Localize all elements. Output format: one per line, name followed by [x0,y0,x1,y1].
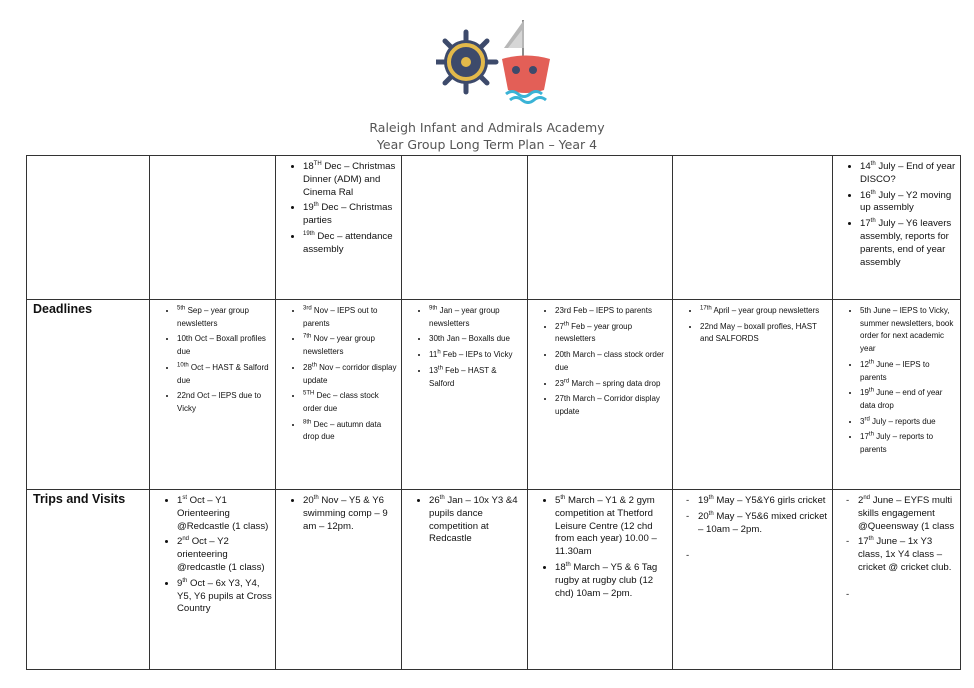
plan-cell [673,490,833,670]
event-item: • 22nd May – boxall profles, HAST and SALFORDS [700,321,829,346]
event-list [676,305,829,346]
event-item: • $^{8th}$ Dec – autumn data drop due [303,419,398,444]
event-item: • $^{19th}$ Dec – attendance assembly [303,231,398,257]
event-item: • 18th March – Y5 & 6 Tag rugby at rugby club (12 chd) 10am – 2pm. [555,562,669,600]
plan-cell [833,300,961,490]
event-item: • 5th June – IEPS to Vicky, summer newsletters, book order for next academic year [860,305,957,356]
plan-cell [276,490,402,670]
ship-wheel-icon [436,32,496,92]
event-list [836,161,957,269]
event-list [153,305,272,416]
school-name: Raleigh Infant and Admirals Academy [369,120,605,135]
event-item: - 2nd June – EYFS multi skills engagement @Queensway (1 class [848,495,957,533]
plan-cell [402,156,528,300]
table-row [27,490,961,670]
event-list [405,495,524,546]
event-item: • 18TH Dec – Christmas Dinner (ADM) and Cinema Ral [303,161,398,199]
event-list [676,495,829,536]
event-item: • 23rd March – spring data drop [555,378,669,391]
event-item: • 22nd Oct – IEPS due to Vicky [177,390,272,415]
plan-title: Year Group Long Term Plan – Year 4 [376,137,598,152]
plan-cell [150,156,276,300]
long-term-plan-table [26,155,961,670]
row-label: Deadlines [27,300,150,490]
event-list [279,305,398,444]
event-item: • $^{10th}$ Oct – HAST & Salford due [177,362,272,387]
event-item: • 3rd July – reports due [860,416,957,429]
event-list [531,305,669,419]
row-label [27,156,150,300]
event-item: • 2nd Oct – Y2 orienteering @redcastle (1 class) [177,536,272,574]
event-item: • 12th June – IEPS to parents [860,359,957,384]
row-label: Trips and Visits [27,490,150,670]
plan-cell [673,300,833,490]
event-item: • 19th June – end of year data drop [860,387,957,412]
table-row [27,156,961,300]
event-item: • $^{7th}$ Nov – year group newsletters [303,333,398,358]
event-item: • 17th July – reports to parents [860,431,957,456]
plan-cell [150,300,276,490]
event-list [836,305,957,457]
event-list [279,495,398,533]
event-item: - 20th May – Y5&6 mixed cricket – 10am – 2pm. [688,511,829,537]
academy-logo [436,14,556,104]
event-list [405,305,524,390]
event-item: - 17th June – 1x Y3 class, 1x Y4 class – cricket @ cricket club. [848,536,957,574]
event-item: • 5th March – Y1 & 2 gym competition at Thetford Leisure Centre (12 chd from each year) 10.00 – 11.30am [555,495,669,559]
plan-cell [833,156,961,300]
event-item: • 14th July – End of year DISCO? [860,161,957,187]
event-item: • $^{17th}$ April – year group newsletters [700,305,829,318]
event-list [153,495,272,616]
table-row [27,300,961,490]
event-item: • $^{5TH}$ Dec – class stock order due [303,390,398,415]
sailboat-icon [502,20,550,103]
event-item: • 23rd Feb – IEPS to parents [555,305,669,318]
event-item: • 27th Feb – year group newsletters [555,321,669,346]
event-item: - 19th May – Y5&Y6 girls cricket [688,495,829,508]
event-list [279,161,398,257]
event-item: • 26th Jan – 10x Y3 &4 pupils dance competition at Redcastle [429,495,524,546]
event-item: • 11$^h$ Feb – IEPs to Vicky [429,349,524,362]
event-item: • $^{5th}$ Sep – year group newsletters [177,305,272,330]
plan-cell [276,156,402,300]
plan-cell [528,490,673,670]
event-item: • 30th Jan – Boxalls due [429,333,524,346]
event-item: • 13th Feb – HAST & Salford [429,365,524,390]
event-item: • 27th March – Corridor display update [555,393,669,418]
event-item: • 19th Dec – Christmas parties [303,202,398,228]
plan-cell [528,300,673,490]
event-item: • 20th Nov – Y5 & Y6 swimming comp – 9 am – 12pm. [303,495,398,533]
plan-cell [833,490,961,670]
event-item: • 9th Oct – 6x Y3, Y4, Y5, Y6 pupils at Cross Country [177,578,272,616]
event-item: • $^{9th}$ Jan – year group newsletters [429,305,524,330]
event-item: • 20th March – class stock order due [555,349,669,374]
event-item: • 17th July – Y6 leavers assembly, reports for parents, end of year assembly [860,218,957,269]
event-list [836,495,957,575]
event-item: • 16th July – Y2 moving up assembly [860,190,957,216]
event-item: • 1st Oct – Y1 Orienteering @Redcastle (1 class) [177,495,272,533]
plan-cell [402,490,528,670]
plan-cell [528,156,673,300]
plan-cell [673,156,833,300]
event-item: • 28th Nov – corridor display update [303,362,398,387]
plan-cell [276,300,402,490]
event-item: • $^{3rd}$ Nov – IEPS out to parents [303,305,398,330]
event-item: • 10th Oct – Boxall profiles due [177,333,272,358]
plan-cell [150,490,276,670]
plan-cell [402,300,528,490]
event-list [531,495,669,600]
